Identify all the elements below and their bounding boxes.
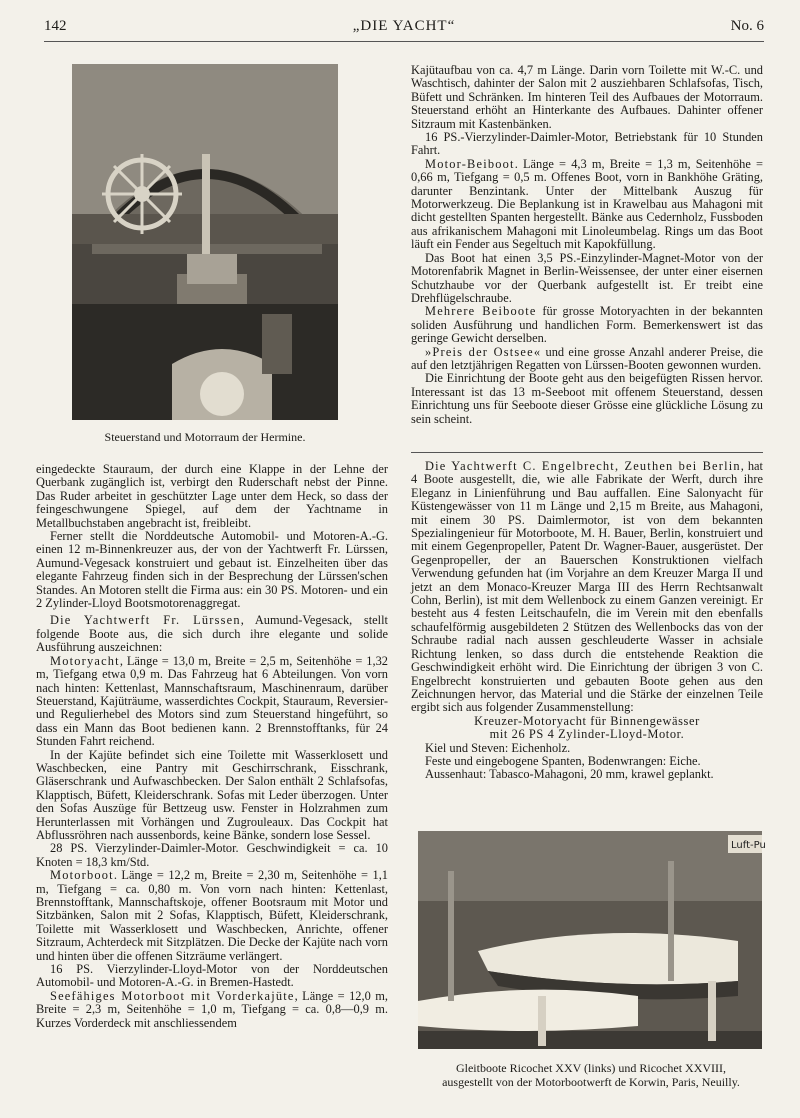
- paragraph: [36, 463, 388, 530]
- paragraph: [36, 963, 388, 990]
- page-number: 142: [44, 18, 67, 34]
- paragraph: [411, 158, 763, 252]
- paragraph-text: 28 PS. Vierzylinder-Daimler-Motor. Geschwindigkeit = ca. 10 Knoten = 18,3 km/Std.: [36, 841, 388, 869]
- paragraph-text: Kajütaufbau von ca. 4,7 m Länge. Darin vorn Toilette mit W.-C. und Waschtisch, dahinter der Salon mit 2 ausziehbaren Schlafsofas, Tisch, Büfett und Schränken. Im hinteren Teil des Aufbaues der Motorraum. Steuerstand erhöht an Hinterkante des Aufbaues. Dahinter offener Sitzraum mit Kastenbänken.: [411, 63, 763, 131]
- paragraph: [411, 131, 763, 158]
- spaced-heading: Motoryacht: [50, 653, 120, 668]
- bottom-photo-caption-line1: Gleitboote Ricochet XXV (links) und Ricochet XXVIII,: [455, 1061, 727, 1075]
- paragraph-text: , Länge = 12,0 m, Breite = 2,3 m, Seitenhöhe = 1,0 m, Tiefgang = ca. 0,8—0,9 m. Kurzes Vorderdeck mit anschliessendem: [36, 988, 388, 1030]
- spaced-heading: Motorboot: [50, 868, 114, 883]
- spaced-heading: Die Yachtwerft C. Engelbrecht, Zeuthen bei Berlin: [425, 459, 741, 473]
- paragraph: [411, 755, 763, 768]
- paragraph-text: 16 PS. Vierzylinder-Lloyd-Motor von der Norddeutschen Automobil- und Motoren-A.-G. in Bremen-Hastedt.: [36, 962, 388, 990]
- paragraph: [411, 460, 763, 715]
- paragraph-text: eingedeckte Stauraum, der durch eine Klappe in der Lehne der Querbank zugänglich ist, verbirgt den Ruderschaft nebst der Pinne. Das Ruder arbeitet in geschützter Lage unter dem Heck, so dass der feingeschwungene Spiegel, auf dem der Yachtname in Metallbuchstaben angebracht ist, freibleibt.: [36, 462, 388, 530]
- paragraph: [411, 728, 763, 741]
- paragraph-text: , Aumund-Vegesack, stellt folgende Boote aus, die sich durch ihre elegante und solide Ausführung auszeichnen:: [36, 613, 388, 655]
- section-divider: [411, 452, 763, 453]
- header-rule: [44, 41, 764, 42]
- paragraph: [411, 715, 763, 728]
- journal-title: „DIE YACHT“: [352, 18, 456, 34]
- paragraph-text: Die Einrichtung der Boote geht aus den beigefügten Rissen hervor. Interessant ist das 13 m-Seeboot mit offenem Steuerstand, dessen Einrichtung uns für Seeboote dieser Grösse eine glückliche Lösung zu sein scheint.: [411, 371, 763, 426]
- paragraph: [36, 842, 388, 869]
- paragraph: [411, 742, 763, 755]
- paragraph: [411, 305, 763, 345]
- spaced-heading: Motor-Beiboot: [425, 156, 515, 171]
- paragraph-text: . Länge = 4,3 m, Breite = 1,3 m, Seitenhöhe = 0,66 m, Tiefgang = 0,5 m. Offenes Boot, vorn in Bankhöhe Gräting, darunter Benzintank. Unter der Mittelbank Auszug für Motorwerkzeug. Die Beplankung ist in Krawelbau aus Mahagoni mit dicht gestellten Spanten hergestellt. Bänke aus Cedernholz, Fussboden aus afrikanischem Mahagoni mit Linoleumbelag. Rings um das Boot läuft ein Fender aus Segeltuch mit Kapokfüllung.: [411, 156, 763, 252]
- spaced-heading: Mehrere Beiboote: [425, 304, 537, 319]
- paragraph: [411, 372, 763, 426]
- bottom-photo-caption: [411, 1062, 771, 1089]
- paragraph: [36, 530, 388, 610]
- paragraph: [411, 346, 763, 373]
- paragraph-text: , hat 4 Boote ausgestellt, die, wie alle Fabrikate der Werft, durch ihre Eleganz in Linienführung und Bau auffallen. Eine Salonyacht für Küstengewässer von 11 m Länge und 2,15 m Breite, aus Mahagoni, mit einem 30 PS. Daimlermotor, ist von dem bekannten Spezialingenieur für Motorboote, M. H. Bauer, Berlin, konstruiert und mit einem Gegenpropeller, Patent Dr. Wagner-Bauer, ausgerüstet. Der Gegenpropeller, der an Bauerschen Konstruktionen vielfach Verwendung gefunden hat (im Vorjahre an dem Kreuzer Marga II und jetzt an dem Monaco-Kreuzer Marga III des Herrn Rechtsanwalt Cohn, Berlin), ist mit dem Wellenbock zu einem Ganzen vereinigt. Er besteht aus 4 festen Leitschaufeln, die im Verein mit den ebenfalls schaufelförmig ausgebildeten 2 Stützen des Wellenbocks das von der Schraube radial nach aussen geschleuderte Wasser in achsiale Richtung lenken, so dass durch die entstehende Reaktion die Geschwindigkeit erhöht wird. Die Einrichtung der übrigen 3 von C. Engelbrecht konstruierten und gebauten Boote gehen aus den Zeichnungen hervor, das Material und die Stärke der einzelnen Teile ergibt sich aus folgender Zusammenstellung:: [411, 459, 764, 715]
- paragraph-text: . Länge = 12,2 m, Breite = 2,30 m, Seitenhöhe = 1,1 m, Tiefgang = ca. 0,80 m. Von vorn nach hinten: Kettenlast, Brennstofftank, Mannschaftskoje, offener Bootsraum mit Motor und Sitzbänken, Salon mit 2 Sofas, Klapptisch, Büfett, Kleiderschrank, Toilette mit Wasserklosett und Waschbecken, Anrichte, offener Sitzraum, Achterdeck mit Sitzplätzen. Die Decke der Kajüte nach vorn und hinten über die offenen Sitzräume verlängert.: [36, 868, 388, 963]
- paragraph-text: 16 PS.-Vierzylinder-Daimler-Motor, Betriebstank für 10 Stunden Fahrt.: [411, 130, 763, 158]
- gliding-boats-photo: [418, 831, 766, 1049]
- spaced-heading: Seefähiges Motorboot mit Vorderkajüte: [50, 988, 295, 1003]
- paragraph: [36, 869, 388, 963]
- paragraph: [36, 749, 388, 843]
- paragraph: [36, 655, 388, 749]
- paragraph-text: Kiel und Steven: Eichenholz.: [425, 740, 571, 755]
- spaced-heading: »Preis der Ostsee«: [425, 344, 542, 359]
- top-photo-caption: Steuerstand und Motorraum der Hermine.: [104, 430, 306, 444]
- bottom-photo-caption-line2: ausgestellt von der Motorbootwerft de Korwin, Paris, Neuilly.: [442, 1074, 740, 1089]
- right-column-bottom-text: [411, 460, 763, 782]
- paragraph: [36, 614, 388, 654]
- left-column-text: [36, 463, 388, 1030]
- paragraph-text: Das Boot hat einen 3,5 PS.-Einzylinder-Magnet-Motor von der Motorenfabrik Magnet in Berlin-Weissensee, der unter einer eisernen Schutzhaube vor der Querbank aufgestellt ist. Er treibt eine Drehflügelschraube.: [411, 250, 763, 305]
- paragraph-text: Ferner stellt die Norddeutsche Automobil- und Motoren-A.-G. einen 12 m-Binnenkreuzer aus, der von der Yachtwerft Fr. Lürssen, Aumund-Vegesack konstruiert und gebaut ist. Einzelheiten über das elegante Fahrzeug finden sich in der Besprechung der Lürssen'schen Standes. An Motoren stellt die Firma aus: ein 30 PS. Motoren- und ein 2 Zylinder-Lloyd Bootsmotorenaggregat.: [36, 529, 388, 611]
- paragraph: [36, 990, 388, 1030]
- paragraph-text: für grosse Motoryachten in der bekannten soliden Ausführung und handlichen Form. Bemerkenswert ist das geringe Gewicht derselben.: [411, 304, 764, 346]
- helm-engine-photo: [72, 64, 338, 420]
- paragraph-text: Feste und eingebogene Spanten, Bodenwrangen: Eiche.: [425, 753, 701, 768]
- paragraph-text: und eine grosse Anzahl anderer Preise, die auf den letztjährigen Regatten von Lürssen-Booten gewonnen wurden.: [411, 344, 763, 372]
- issue-number: No. 6: [730, 18, 764, 34]
- paragraph-text: , Länge = 13,0 m, Breite = 2,5 m, Seitenhöhe = 1,32 m, Tiefgang etwa 0,9 m. Das Fahrzeug hat 6 Abteilungen. Von vorn nach hinten: Kettenlast, Mannschaftsraum, Maschinenraum, darüber Steuerstand, Kajüträume, wasserdichtes Cockpit, Stauraum, Reversier- und Regulierhebel des Motors sind zum Steuerstand hingeführt, so dass ein Mann das Boot bedienen kann. 2 Brennstofftanks, für 24 Stunden Fahrt reichend.: [36, 653, 388, 749]
- paragraph-text: Kreuzer-Motoryacht für Binnengewässer: [474, 713, 700, 728]
- spaced-heading: Die Yachtwerft Fr. Lürssen: [50, 613, 241, 628]
- luft-sign-text: Luft-Pu: [731, 840, 766, 851]
- paragraph: [411, 768, 763, 781]
- paragraph: [411, 64, 763, 131]
- paragraph-text: Aussenhaut: Tabasco-Mahagoni, 20 mm, krawel geplankt.: [425, 767, 714, 782]
- right-column-top-text: [411, 64, 763, 426]
- paragraph: [411, 252, 763, 306]
- paragraph-text: In der Kajüte befindet sich eine Toilette mit Wasserklosett und Waschbecken, eine Pantry mit Geschirrschrank, Eisschrank, Gläserschrank und Aufwaschbecken. Der Salon enthält 2 Schlafsofas, Klapptisch, Büfett, Kleiderschrank. Sofas mit Leder überzogen. Unter den Sofas Auszüge für Bettzeug usw. Fenster in Holzrahmen zum Herunterlassen mit Vorhängen und Zugrouleaux. Das Cockpit hat Abflussröhren nach aussenbords, keine Bänke, sondern lose Sessel.: [36, 747, 388, 842]
- paragraph-text: mit 26 PS 4 Zylinder-Lloyd-Motor.: [489, 727, 685, 742]
